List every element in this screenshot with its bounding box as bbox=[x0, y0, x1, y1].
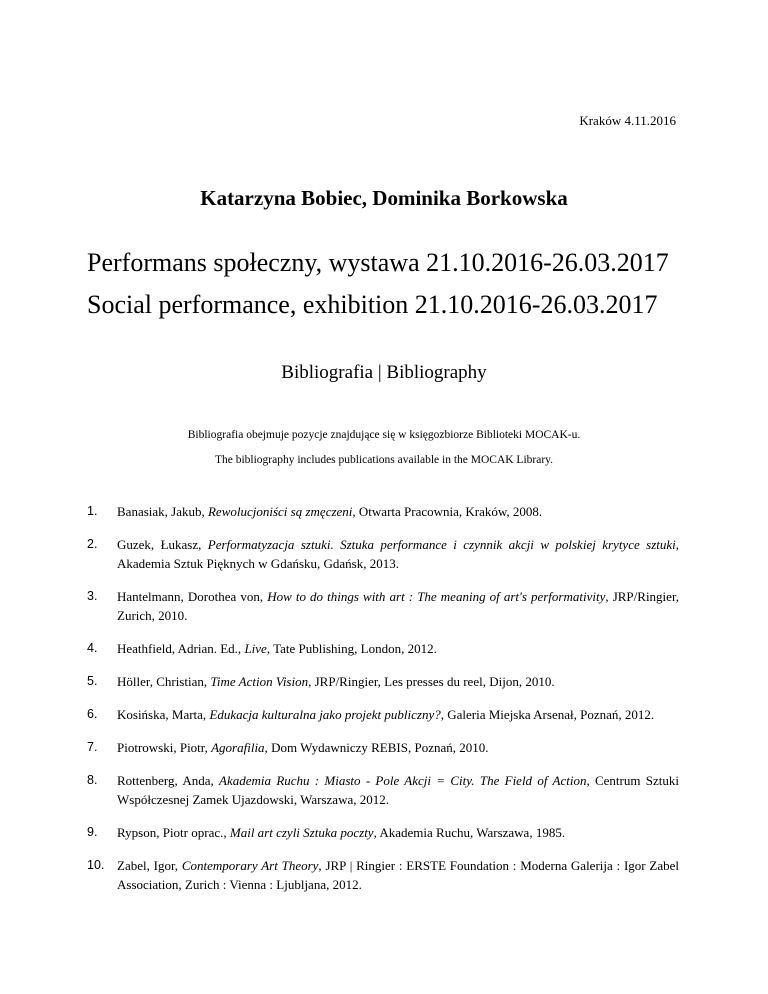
authors-heading: Katarzyna Bobiec, Dominika Borkowska bbox=[200, 186, 568, 210]
entry-publication: , JRP/Ringier, Zurich, 2010. bbox=[117, 589, 679, 623]
entry-title: Performatyzacja sztuki. Sztuka performance i czynnik akcji w polskiej krytyce sztuki bbox=[207, 537, 676, 552]
entry-author: Hantelmann, Dorothea von, bbox=[117, 589, 268, 604]
entry-publication: , JRP/Ringier, Les presses du reel, Dijon, 2010. bbox=[308, 674, 555, 689]
entry-author: Rottenberg, Anda, bbox=[117, 773, 220, 788]
entry-author: Höller, Christian, bbox=[117, 674, 211, 689]
bibliography-entry bbox=[87, 502, 679, 521]
bibliography-entry bbox=[87, 587, 679, 625]
entry-publication: , JRP | Ringier : ERSTE Foundation : Moderna Galerija : Igor Zabel Association, Zurich : Vienna : Ljubljana, 2012. bbox=[117, 858, 679, 892]
bibliography-entry bbox=[87, 738, 679, 757]
entry-title: Rewolucjoniści są zmęczeni, bbox=[207, 504, 356, 519]
entry-number: 4 . bbox=[87, 639, 97, 658]
entry-title: Agorafilia, bbox=[211, 740, 268, 755]
entry-title: Mail art czyli Sztuka poczty bbox=[229, 825, 374, 840]
entry-title: How to do things with art : The meaning of art's performativity bbox=[267, 589, 606, 604]
entry-number: 1 . bbox=[87, 502, 97, 521]
bibliography-note-pl: Bibliografia obejmuje pozycje znajdujące się w księgozbiorze Biblioteki MOCAK-u. bbox=[187, 429, 581, 441]
entry-author: Guzek, Łukasz, bbox=[117, 537, 208, 552]
entry-number: 9 . bbox=[87, 823, 97, 842]
entry-title: Live bbox=[244, 641, 267, 656]
bibliography-note-en: The bibliography includes publications available in the MOCAK Library. bbox=[214, 454, 554, 466]
exhibition-title-pl: Performans społeczny, wystawa 21.10.2016-26.03.2017 bbox=[87, 248, 669, 277]
entry-author: Zabel, Igor, bbox=[117, 858, 182, 873]
entry-author: Rypson, Piotr oprac., bbox=[117, 825, 230, 840]
entry-author: Heathfield, Adrian. Ed., bbox=[117, 641, 245, 656]
entry-number: 6 . bbox=[87, 705, 97, 724]
entry-title: Contemporary Art Theory bbox=[181, 858, 319, 873]
bibliography-entry bbox=[87, 823, 679, 842]
bibliography-entry bbox=[87, 672, 679, 691]
entry-publication: , Akademia Ruchu, Warszawa, 1985. bbox=[373, 825, 566, 840]
bibliography-entry bbox=[87, 639, 679, 658]
entry-author: Piotrowski, Piotr, bbox=[117, 740, 212, 755]
entry-title: Time Action Vision bbox=[210, 674, 309, 689]
entry-author: Kosińska, Marta, bbox=[117, 707, 210, 722]
document-date: Kraków 4.11.2016 bbox=[579, 113, 676, 128]
entry-number: 3 . bbox=[87, 587, 97, 606]
entry-publication: Otwarta Pracownia, Kraków, 2008. bbox=[355, 504, 543, 519]
entry-title: Akademia Ruchu : Miasto - Pole Akcji = City. The Field of Action, bbox=[219, 773, 590, 788]
entry-number: 2 . bbox=[87, 535, 97, 554]
bibliography-entry bbox=[87, 771, 679, 809]
entry-number: 7 . bbox=[87, 738, 97, 757]
entry-number: 5 . bbox=[87, 672, 97, 691]
entry-publication: , Tate Publishing, London, 2012. bbox=[266, 641, 437, 656]
entry-publication: , Galeria Miejska Arsenał, Poznań, 2012. bbox=[440, 707, 655, 722]
entry-number: 8 . bbox=[87, 771, 97, 790]
entry-publication: Centrum Sztuki Współczesnej Zamek Ujazdowski, Warszawa, 2012. bbox=[117, 773, 679, 807]
bibliography-entry bbox=[87, 856, 679, 894]
exhibition-title-en: Social performance, exhibition 21.10.2016-26.03.2017 bbox=[87, 290, 658, 319]
entry-author: Banasiak, Jakub, bbox=[117, 504, 208, 519]
entry-number: 10 . bbox=[87, 856, 104, 875]
bibliography-entry bbox=[87, 535, 679, 573]
entry-publication: , Akademia Sztuk Pięknych w Gdańsku, Gdańsk, 2013. bbox=[117, 537, 680, 571]
bibliography-entry bbox=[87, 705, 679, 724]
entry-publication: Dom Wydawniczy REBIS, Poznań, 2010. bbox=[267, 740, 489, 755]
bibliography-heading: Bibliografia | Bibliography bbox=[281, 362, 487, 383]
entry-title: Edukacja kulturalna jako projekt publiczny? bbox=[209, 707, 441, 722]
bibliography-list bbox=[87, 502, 679, 908]
